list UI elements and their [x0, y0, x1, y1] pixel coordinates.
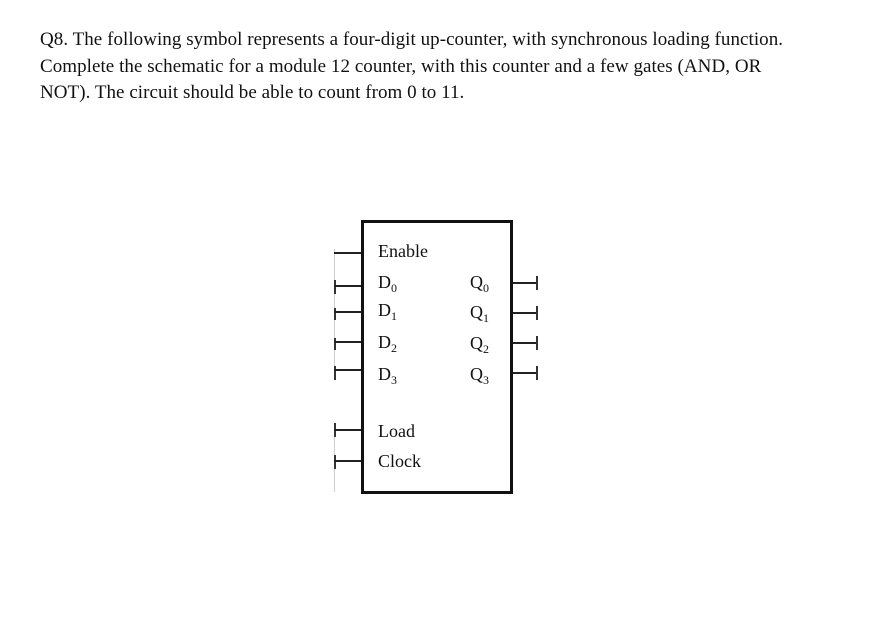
d1-label-base: D	[378, 300, 391, 320]
q0-label	[470, 272, 489, 295]
q2-label	[470, 333, 489, 356]
q1-label-sub: 1	[483, 311, 489, 325]
q1-pin-line[interactable]	[510, 312, 538, 314]
d3-label-sub: 3	[391, 373, 397, 387]
q3-pin-line[interactable]	[510, 372, 538, 374]
q0-pin-line[interactable]	[510, 282, 538, 284]
d3-label	[378, 364, 397, 387]
right-rail-q1	[536, 306, 538, 320]
q1-label	[470, 302, 489, 325]
d0-label-sub: 0	[391, 281, 397, 295]
left-rail-short	[334, 280, 336, 294]
q3-label-base: Q	[470, 364, 483, 384]
d1-pin-line[interactable]	[334, 311, 362, 313]
d0-label-base: D	[378, 272, 391, 292]
d2-label	[378, 332, 397, 355]
q3-label	[470, 364, 489, 387]
q1-label-base: Q	[470, 302, 483, 322]
question-line-1: Q8. The following symbol represents a four-digit up-counter, with synchronous loading function.	[40, 29, 784, 50]
left-rail-short-6	[334, 455, 336, 469]
left-rail-short-2	[334, 308, 336, 320]
d2-label-sub: 2	[391, 341, 397, 355]
q3-label-sub: 3	[483, 373, 489, 387]
clock-label: Clock	[378, 451, 421, 471]
d1-label	[378, 300, 397, 323]
right-rail-q0	[536, 276, 538, 290]
right-rail-q3	[536, 366, 538, 380]
right-rail-q2	[536, 336, 538, 350]
q0-label-sub: 0	[483, 281, 489, 295]
q2-pin-line[interactable]	[510, 342, 538, 344]
clock-pin-line[interactable]	[334, 460, 362, 462]
q2-label-sub: 2	[483, 342, 489, 356]
load-label: Load	[378, 421, 415, 441]
load-pin-line[interactable]	[334, 429, 362, 431]
enable-label: Enable	[378, 241, 428, 261]
d3-pin-line[interactable]	[334, 369, 362, 371]
d2-label-base: D	[378, 332, 391, 352]
enable-pin-line[interactable]	[334, 252, 362, 254]
left-rail-short-3	[334, 338, 336, 350]
d1-label-sub: 1	[391, 309, 397, 323]
question-line-3: NOT). The circuit should be able to count from 0 to 11.	[40, 82, 465, 103]
d2-pin-line[interactable]	[334, 341, 362, 343]
question-line-2: Complete the schematic for a module 12 counter, with this counter and a few gates (AND, OR	[40, 55, 762, 77]
d0-label	[378, 272, 397, 295]
d3-label-base: D	[378, 364, 391, 384]
d0-pin-line[interactable]	[334, 285, 362, 287]
q2-label-base: Q	[470, 333, 483, 353]
q0-label-base: Q	[470, 272, 483, 292]
